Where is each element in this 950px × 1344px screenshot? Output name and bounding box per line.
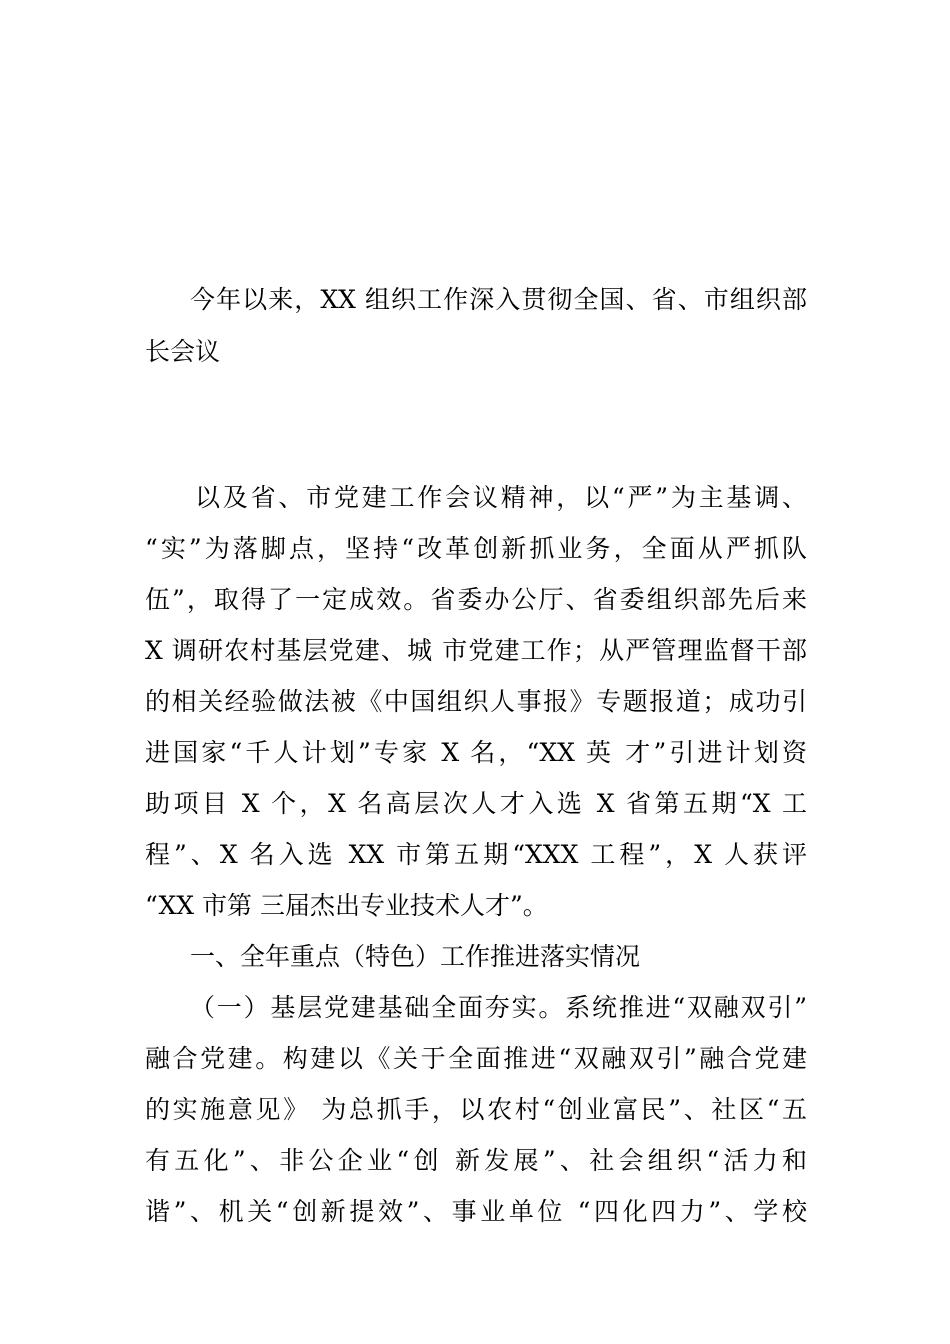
paragraph-line: X 调研农村基层党建、城 市党建工作；从严管理监督干部: [145, 636, 807, 665]
paragraph-line: 谐”、机关“创新提效”、事业单位 “四化四力”、学校: [145, 1197, 807, 1226]
paragraph-line: “XX 市第 三届杰出专业技术人才”。: [145, 891, 548, 920]
paragraph-line: 助项目 X 个，X 名高层次人才入选 X 省第五期“X 工: [145, 789, 807, 818]
paragraph-line: 进国家“千人计划”专家 X 名，“XX 英 才”引进计划资: [145, 738, 807, 767]
paragraph-line: 以及省、市党建工作会议精神，以“严”为主基调、: [195, 483, 807, 512]
paragraph-line: 伍”，取得了一定成效。省委办公厅、省委组织部先后来: [145, 585, 807, 614]
paragraph-line: 融合党建。构建以《关于全面推进“双融双引”融合党建: [145, 1044, 807, 1073]
paragraph-line: 的实施意见》 为总抓手，以农村“创业富民”、社区“五: [145, 1095, 807, 1124]
section-heading: 一、全年重点（特色）工作推进落实情况: [190, 942, 641, 971]
paragraph-line: （一）基层党建基础全面夯实。系统推进“双融双引”: [190, 993, 807, 1022]
paragraph-line: 长会议: [145, 337, 221, 366]
paragraph-line: 的相关经验做法被《中国组织人事报》专题报道；成功引: [145, 687, 807, 716]
paragraph-line: 有五化”、非公企业“创 新发展”、社会组织“活力和: [145, 1146, 807, 1175]
paragraph-line: 今年以来，XX 组织工作深入贯彻全国、省、市组织部: [190, 285, 807, 314]
paragraph-line: 程”、X 名入选 XX 市第五期“XXX 工程”，X 人获评: [145, 840, 807, 869]
paragraph-line: “实”为落脚点，坚持“改革创新抓业务，全面从严抓队: [145, 534, 807, 563]
